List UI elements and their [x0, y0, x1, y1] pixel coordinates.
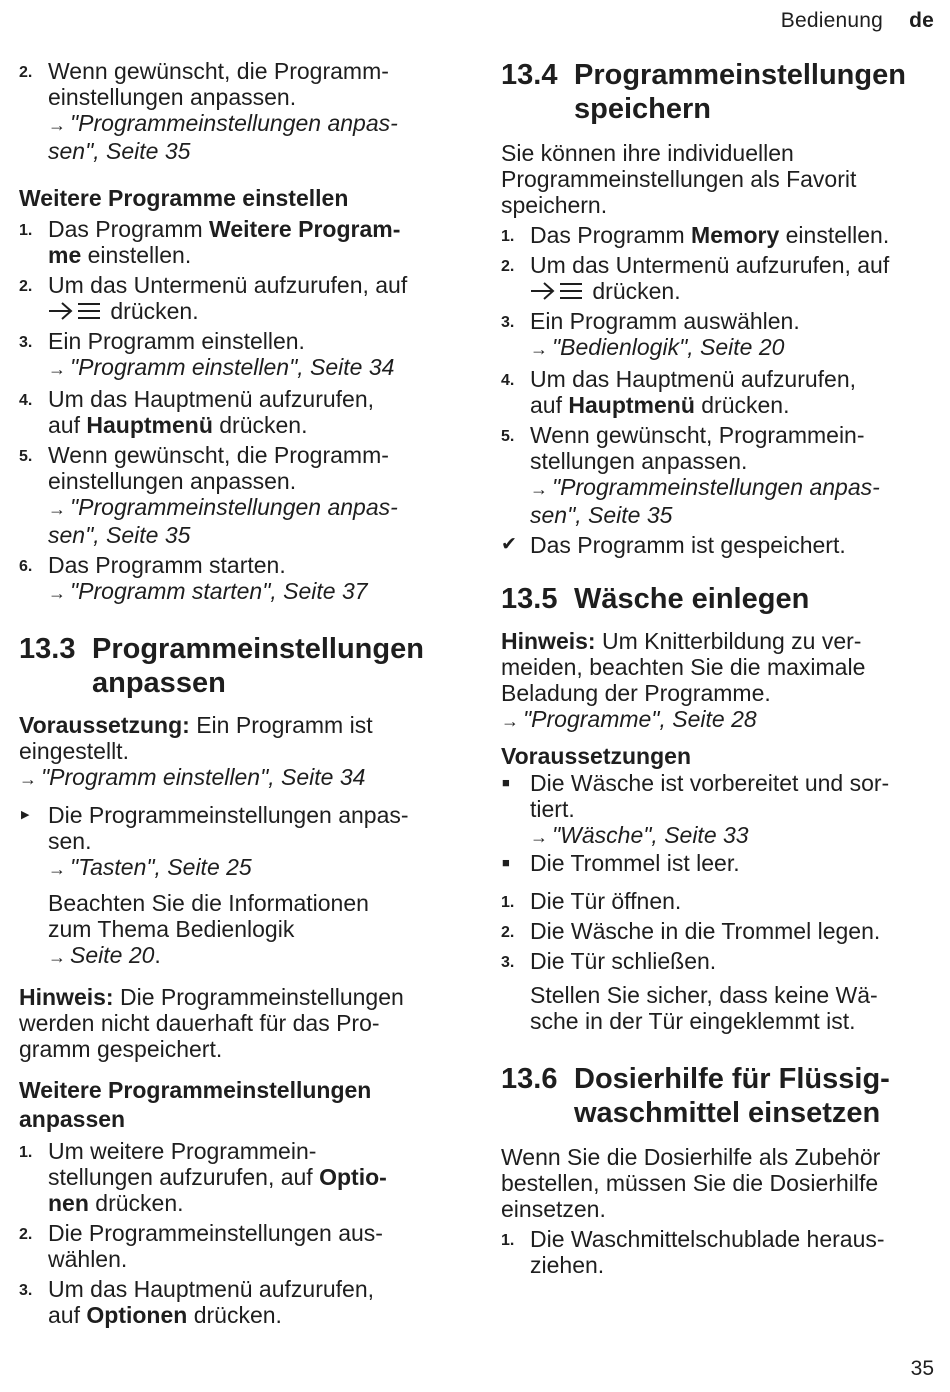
- bullet-item: ■ Die Trommel ist leer.: [502, 850, 740, 876]
- section-heading-13-5: 13.5 Wäsche einlegen: [501, 583, 810, 615]
- result-line: ✔ Das Programm ist gespeichert.: [501, 532, 846, 558]
- list-item: 6. Das Programm starten. → "Programm starten", Seite 37: [19, 552, 449, 606]
- cross-reference[interactable]: → "Programmeinstellungen anpas-: [530, 474, 880, 500]
- submenu-arrow-icon: [48, 300, 104, 322]
- cross-reference[interactable]: → "Tasten", Seite 25: [48, 854, 252, 880]
- subheading-weitere-programme: Weitere Programme einstellen: [19, 185, 349, 211]
- cross-reference[interactable]: → "Programmeinstellungen anpas-: [48, 494, 398, 520]
- check-icon: ✔: [501, 534, 517, 555]
- list-item: 1. Das Programm Weitere Program- me einstellen.: [19, 216, 401, 268]
- section-heading-13-4: 13.4 Programmeinstellungen speichern: [501, 59, 906, 125]
- list-item: 4. Um das Hauptmenü aufzurufen, auf Hauptmenü drücken.: [19, 386, 375, 438]
- note: Hinweis: Um Knitterbildung zu ver-: [501, 628, 862, 654]
- square-bullet-icon: ■: [502, 855, 510, 870]
- list-item: 3. Um das Hauptmenü aufzurufen, auf Optionen drücken.: [19, 1276, 375, 1328]
- section-heading-13-3: 13.3 Programmeinstellungen anpassen: [19, 633, 424, 699]
- cross-reference[interactable]: → "Programm einstellen", Seite 34: [19, 764, 366, 790]
- cross-reference[interactable]: → "Programmeinstellungen anpas-: [48, 110, 398, 136]
- right-column: 13.4 Programmeinstellungen speichern Sie können ihre individuellen Programmeinstellungen als Favorit speichern. 1. Das Programm Memory einstellen. 2. Um das Untermenü aufzurufen, auf drücken. 3. Ein Programm auswählen. → "Bedienlogik", Seite 20 4. Um das Hauptmenü aufzurufen, auf Hauptmenü drücken. 5. Wenn gewünscht, Programmein- stellungen anpassen. → "Programmeinstellungen anpas- sen", Seite 35 ✔ Das Programm ist gespeichert. 13.5 Wäsche einlegen Hinweis: Um Knitterbildung zu ver- meiden, beachten Sie die maximale Beladung der Programme. → "Programme", Seite 28 Voraussetzungen ■ Die Wäsche ist vorbereitet und sor- tiert. → "Wäsche", Seite 33 ■ Die Trommel ist leer. 1. Die Tür öffnen. 2. Die Wäsche in die Trommel legen. 3. Die Tür schließen. Stellen Sie sicher, dass keine Wä- sche in der Tür eingeklemmt ist. 13.6 Dosierhilfe für Flüssig- waschmittel einsetzen Wenn Sie die Dosierhilfe als Zubehör bestellen, müssen Sie die Dosierhilfe einsetzen. 1. Die Waschmittelschublade heraus- ziehen.: [501, 58, 933, 1278]
- note: Hinweis: Die Programmeinstellungen: [19, 984, 404, 1010]
- list-item: 3. Ein Programm auswählen. → "Bedienlogik", Seite 20: [501, 308, 933, 362]
- list-item: 2. Um das Untermenü aufzurufen, auf drücken.: [19, 272, 408, 324]
- list-item: 4. Um das Hauptmenü aufzurufen, auf Hauptmenü drücken.: [501, 366, 857, 418]
- list-item: 3. Die Tür schließen. Stellen Sie sicher, dass keine Wä- sche in der Tür eingeklemmt ist.: [501, 948, 878, 1034]
- list-item: 3. Ein Programm einstellen. → "Programm einstellen", Seite 34: [19, 328, 449, 382]
- submenu-arrow-icon: [530, 280, 586, 302]
- list-item: 5. Wenn gewünscht, die Programm- einstellungen anpassen. → "Programmeinstellungen anpas- sen", Seite 35: [19, 442, 449, 548]
- list-item: 1. Das Programm Memory einstellen.: [501, 222, 890, 248]
- cross-reference[interactable]: → "Wäsche", Seite 33: [530, 822, 749, 848]
- step-triangle-icon: ▶: [21, 809, 30, 821]
- header-section: Bedienung: [780, 9, 884, 32]
- cross-reference[interactable]: → Seite 20: [48, 942, 155, 968]
- running-header: [781, 8, 934, 34]
- cross-reference[interactable]: → "Bedienlogik", Seite 20: [530, 334, 785, 360]
- list-item: 2. Die Wäsche in die Trommel legen.: [501, 918, 881, 944]
- list-item: 2. Die Programmeinstellungen aus- wählen.: [19, 1220, 383, 1272]
- cross-reference[interactable]: → "Programme", Seite 28: [501, 706, 757, 732]
- cross-reference[interactable]: → "Programm einstellen", Seite 34: [48, 354, 395, 380]
- list-item: 2. Um das Untermenü aufzurufen, auf drücken.: [501, 252, 890, 304]
- action-step: ▶ Die Programmeinstellungen anpas- sen. → "Tasten", Seite 25 Beachten Sie die Informationen zum Thema Bedienlogik → Seite 20.: [19, 802, 449, 970]
- square-bullet-icon: ■: [502, 775, 510, 790]
- bullet-item: ■ Die Wäsche ist vorbereitet und sor- tiert. → "Wäsche", Seite 33: [501, 770, 933, 850]
- list-item: 1. Um weitere Programmein- stellungen aufzurufen, auf Optio- nen drücken.: [19, 1138, 387, 1216]
- section-heading-13-6: 13.6 Dosierhilfe für Flüssig- waschmittel einsetzen: [501, 1063, 890, 1129]
- list-item: 2. Wenn gewünscht, die Programm- einstellungen anpassen. → "Programmeinstellungen anpas- sen", Seite 35: [19, 58, 449, 164]
- list-item: 1. Die Waschmittelschublade heraus- ziehen.: [501, 1226, 885, 1278]
- list-item: 1. Die Tür öffnen.: [501, 888, 682, 914]
- list-item: 5. Wenn gewünscht, Programmein- stellungen anpassen. → "Programmeinstellungen anpas- sen", Seite 35: [501, 422, 933, 528]
- subheading-voraussetzungen: Voraussetzungen: [501, 743, 691, 769]
- subheading-weitere-einstellungen: Weitere Programmeinstellungen anpassen: [19, 1077, 372, 1132]
- prerequisite: Voraussetzung: Ein Programm ist: [19, 712, 373, 738]
- cross-reference[interactable]: → "Programm starten", Seite 37: [48, 578, 368, 604]
- header-language: de: [909, 9, 934, 32]
- page-number: 35: [910, 1357, 934, 1380]
- left-column: 2. Wenn gewünscht, die Programm- einstellungen anpassen. → "Programmeinstellungen anpas- sen", Seite 35 Weitere Programme einstellen 1. Das Programm Weitere Program- me einstellen. 2. Um das Untermenü aufzurufen, auf drücken. 3. Ein Programm einstellen. → "Programm einstellen", Seite 34 4. Um das Hauptmenü aufzurufen, auf Hauptmenü drücken. 5. Wenn gewünscht, die Programm- einstellungen anpassen. → "Programmeinstellungen anpas- sen", Seite 35 6. Das Programm starten. → "Programm starten", Seite 37 13.3 Programmeinstellungen anpassen Voraussetzung: Ein Programm ist eingestellt. → "Programm einstellen", Seite 34 ▶ Die Programmeinstellungen anpas- sen. → "Tasten", Seite 25 Beachten Sie die Informationen zum Thema Bedienlogik → Seite 20. Hinweis: Die Programmeinstellungen werden nicht dauerhaft für das Pro- gramm gespeichert. Weitere Programmeinstellungen anpassen 1. Um weitere Programmein- stellungen aufzurufen, auf Optio- nen drücken. 2. Die Programmeinstellungen aus- wählen. 3. Um das Hauptmenü aufzurufen, auf Optionen drücken.: [19, 58, 449, 1328]
